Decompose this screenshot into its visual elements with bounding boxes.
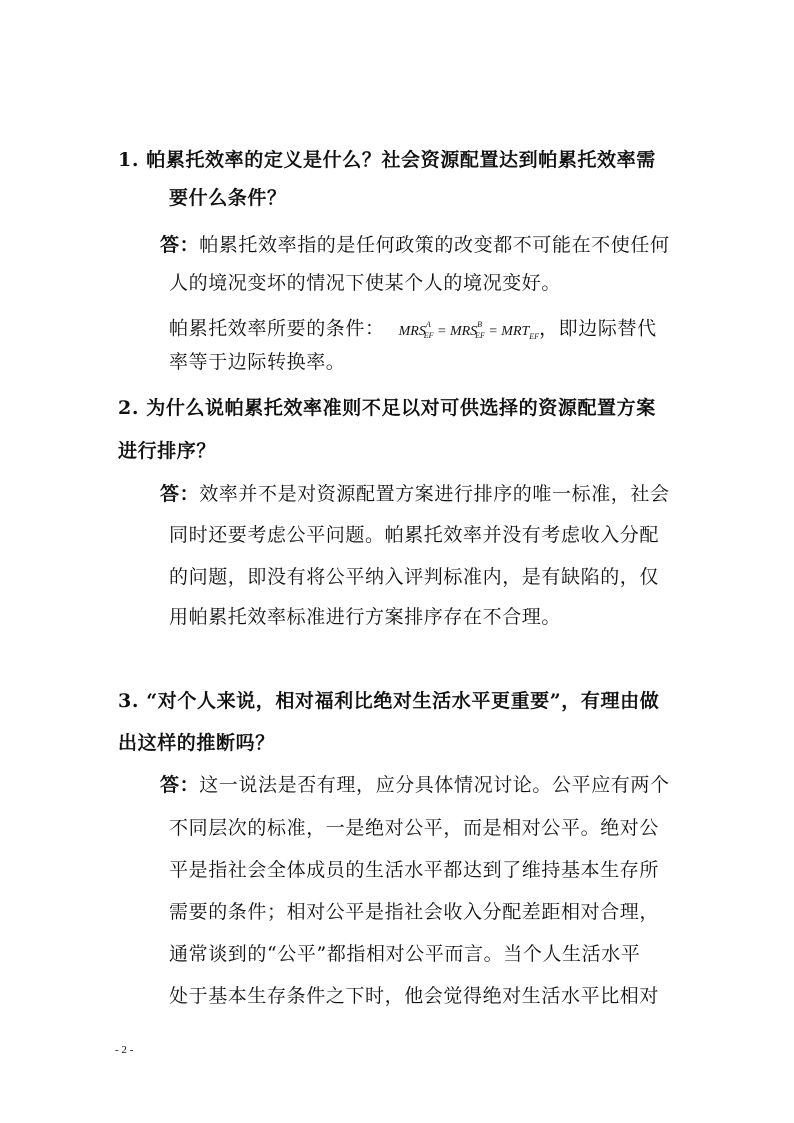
answer-3-line-6: 处于基本生存条件之下时，他会觉得绝对生活水平比相对 xyxy=(169,985,660,1007)
answer-text: 帕累托效率所要的条件： xyxy=(169,317,385,340)
answer-text: ，即边际替代 xyxy=(539,317,657,340)
page-number: - 2 - xyxy=(115,1044,134,1056)
answer-text: 这一说法是否有理，应分具体情况讨论。公平应有两个 xyxy=(199,774,670,796)
answer-label: 答： xyxy=(160,483,200,505)
answer-text: 帕累托效率指的是任何政策的改变都不可能在不使任何 xyxy=(199,234,670,256)
answer-label: 答： xyxy=(160,774,200,796)
answer-3-line-3: 平是指社会全体成员的生活水平都达到了维持基本生存所 xyxy=(169,859,660,881)
answer-2-line-3: 的问题，即没有将公平纳入评判标准内，是有缺陷的，仅 xyxy=(169,566,660,588)
pareto-formula: $MRS^A_{EF} = MRS^B_{EF} = MRT_{EF}$ xyxy=(398,320,540,341)
question-3-line-1: 3. “对个人来说，相对福利比绝对生活水平更重要”，有理由做 xyxy=(118,690,660,712)
answer-1-line-2: 人的境况变坏的情况下使某个人的境况变好。 xyxy=(169,272,562,294)
answer-3-line-4: 需要的条件；相对公平是指社会收入分配差距相对合理， xyxy=(169,901,660,923)
question-2-line-2: 进行排序？ xyxy=(118,440,217,462)
answer-2-line-2: 同时还要考虑公平问题。帕累托效率并没有考虑收入分配 xyxy=(169,524,660,546)
answer-1-line-3 xyxy=(169,315,657,348)
answer-2-line-4: 用帕累托效率标准进行方案排序存在不合理。 xyxy=(169,606,562,628)
answer-3-line-1 xyxy=(160,773,670,797)
question-3-line-2: 出这样的推断吗？ xyxy=(118,732,275,754)
question-1-line-1: 1. 帕累托效率的定义是什么？社会资源配置达到帕累托效率需 xyxy=(118,149,656,171)
question-1-line-2: 要什么条件？ xyxy=(169,187,287,209)
answer-3-line-5: 通常谈到的“公平”都指相对公平而言。当个人生活水平 xyxy=(169,943,641,965)
answer-text: 效率并不是对资源配置方案进行排序的唯一标准，社会 xyxy=(199,483,670,505)
answer-label: 答： xyxy=(160,234,200,256)
answer-1-line-4: 率等于边际转换率。 xyxy=(169,351,346,373)
answer-2-line-1 xyxy=(160,482,670,506)
answer-1-line-1 xyxy=(160,233,670,257)
question-2-line-1: 2. 为什么说帕累托效率准则不足以对可供选择的资源配置方案 xyxy=(118,397,656,419)
answer-3-line-2: 不同层次的标准，一是绝对公平，而是相对公平。绝对公 xyxy=(169,817,660,839)
